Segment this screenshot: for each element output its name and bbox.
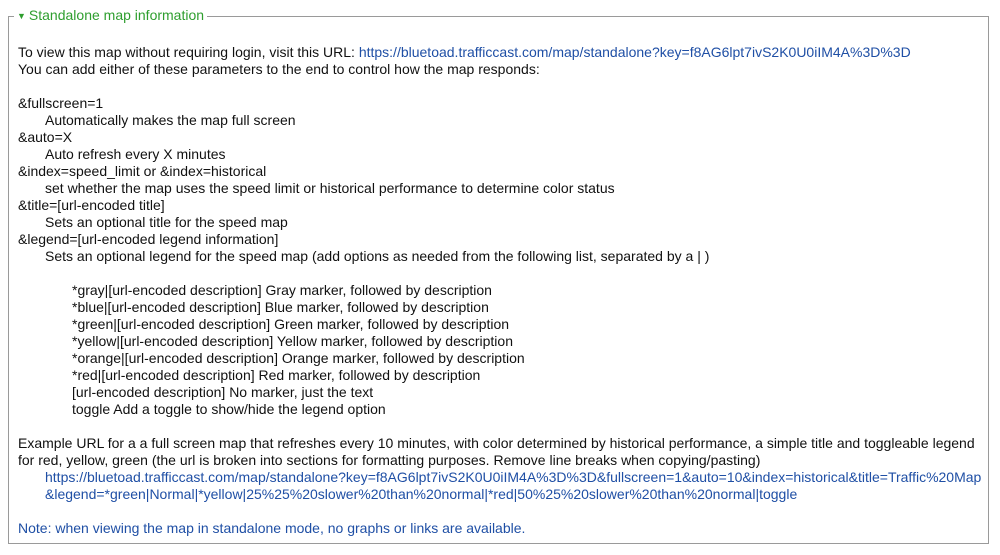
legend-option: toggle Add a toggle to show/hide the legend option xyxy=(72,401,386,417)
legend-option: *red|[url-encoded description] Red marker, followed by description xyxy=(72,367,481,383)
legend-option: *orange|[url-encoded description] Orange marker, followed by description xyxy=(72,350,525,366)
section-toggle[interactable] xyxy=(14,7,207,24)
legend-option: *gray|[url-encoded description] Gray marker, followed by description xyxy=(72,282,492,298)
param-desc: Auto refresh every X minutes xyxy=(45,146,226,162)
intro-line xyxy=(18,44,984,61)
param-desc: Sets an optional legend for the speed map (add options as needed from the following list, separated by a | ) xyxy=(45,248,710,264)
legend-option: *green|[url-encoded description] Green marker, followed by description xyxy=(72,316,510,332)
param-desc: Sets an optional title for the speed map xyxy=(45,214,288,230)
example-url-line-2[interactable] xyxy=(18,486,984,503)
param-name: &legend=[url-encoded legend information] xyxy=(18,231,279,247)
example-url-line-1[interactable] xyxy=(18,469,984,486)
standalone-url-link[interactable]: https://bluetoad.trafficcast.com/map/standalone?key=f8AG6lpt7ivS2K0U0iIM4A%3D%3D xyxy=(358,44,911,60)
param-desc: Automatically makes the map full screen xyxy=(45,112,296,128)
example-text: Example URL for a a full screen map that refreshes every 10 minutes, with color determined by historical performance, a simple title and toggleable legend for red, yellow, green (the url is broken into sections for formatting purposes. Remove line breaks when copying/pasting) xyxy=(18,435,975,468)
params-intro: You can add either of these parameters to the end to control how the map responds: xyxy=(18,61,540,77)
legend-option: [url-encoded description] No marker, just the text xyxy=(72,384,374,400)
standalone-note: Note: when viewing the map in standalone mode, no graphs or links are available. xyxy=(18,520,526,536)
legend-option: *blue|[url-encoded description] Blue marker, followed by description xyxy=(72,299,489,315)
intro-text: To view this map without requiring login, visit this URL: xyxy=(18,44,359,60)
param-desc: set whether the map uses the speed limit or historical performance to determine color status xyxy=(45,180,615,196)
caret-down-icon: ▼ xyxy=(17,11,26,21)
example-url-link-1[interactable]: https://bluetoad.trafficcast.com/map/standalone?key=f8AG6lpt7ivS2K0U0iIM4A%3D%3D&fullscreen=1&auto=10&index=historical&title=Traffic%20Map xyxy=(45,469,982,485)
param-name: &fullscreen=1 xyxy=(18,95,104,111)
legend-option: *yellow|[url-encoded description] Yellow marker, followed by description xyxy=(72,333,513,349)
example-url-link-2[interactable]: &legend=*green|Normal|*yellow|25%25%20slower%20than%20normal|*red|50%25%20slower%20than%20normal|toggle xyxy=(45,486,798,502)
section-content xyxy=(18,44,984,537)
param-name: &title=[url-encoded title] xyxy=(18,197,165,213)
param-name: &auto=X xyxy=(18,129,73,145)
section-title: Standalone map information xyxy=(28,7,205,23)
param-name: &index=speed_limit or &index=historical xyxy=(18,163,267,179)
